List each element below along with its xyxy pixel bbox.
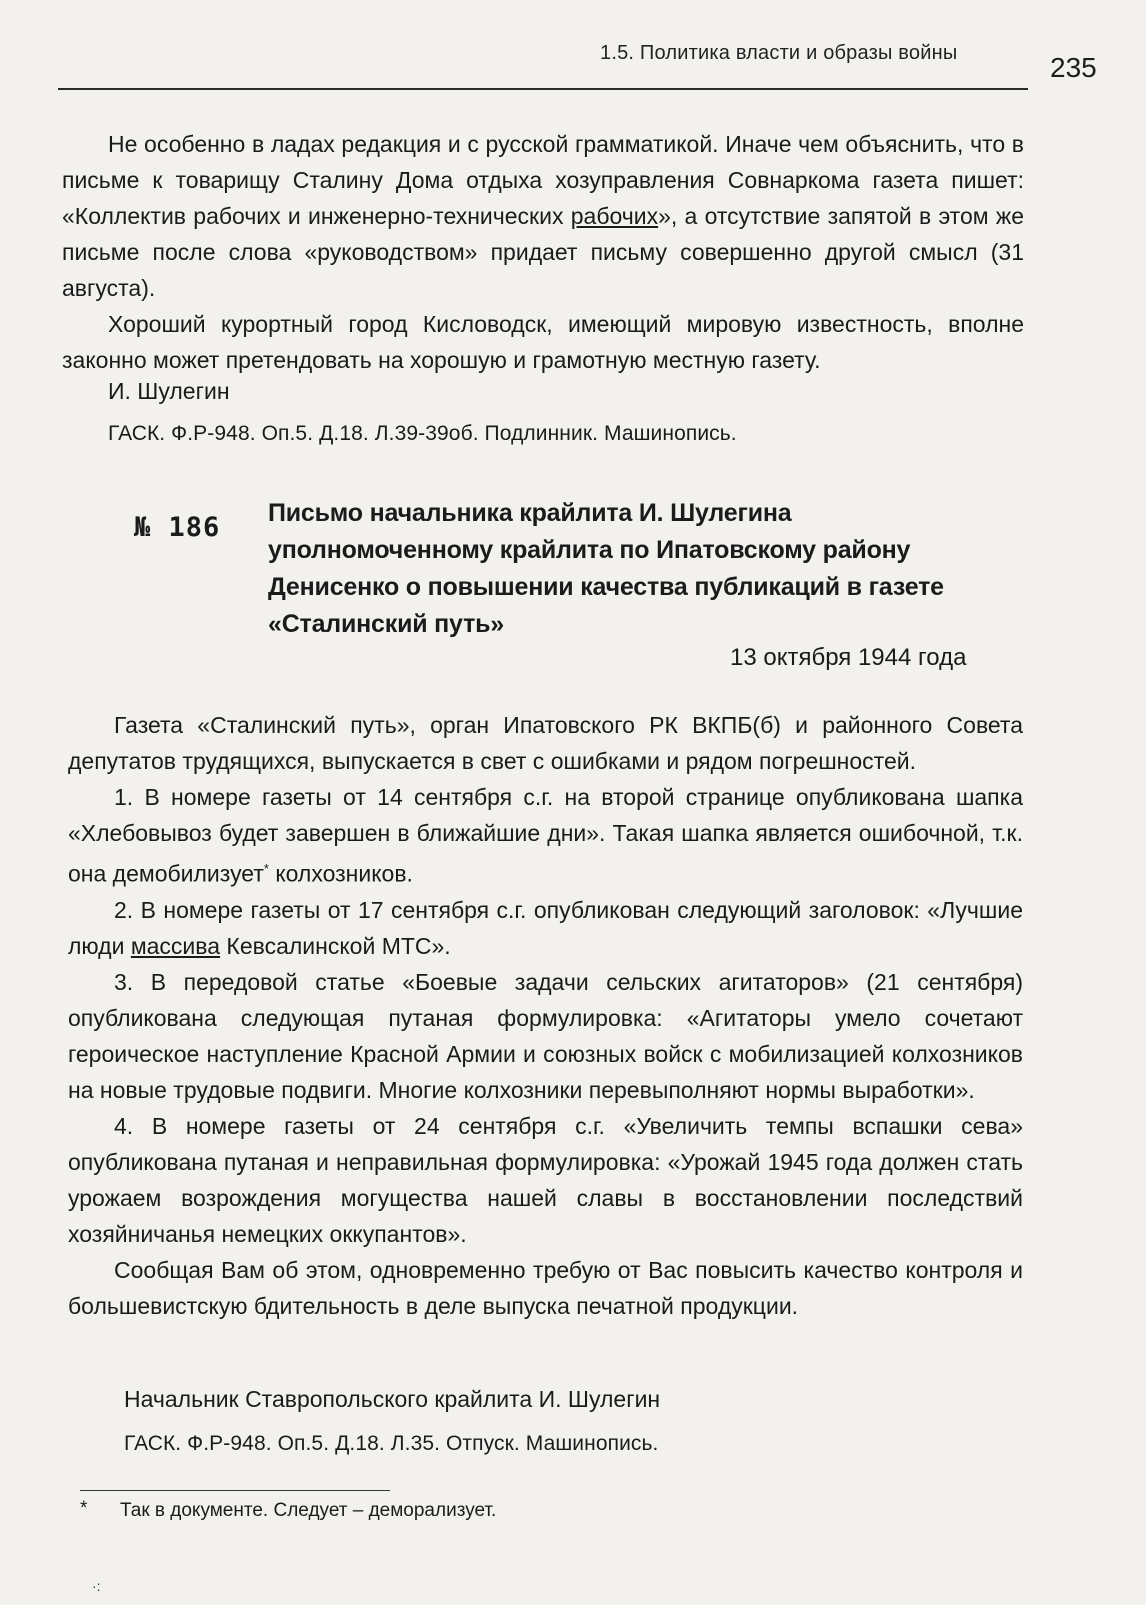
previous-archive-source: ГАСК. Ф.Р-948. Оп.5. Д.18. Л.39-39об. Подлинник. Машинопись.	[108, 422, 737, 445]
body-item-1	[68, 779, 1023, 892]
document-body	[68, 707, 1023, 1324]
document-archive-source: ГАСК. Ф.Р-948. Оп.5. Д.18. Л.35. Отпуск. Машинопись.	[124, 1432, 659, 1455]
footnote-text: Так в документе. Следует – деморализует.	[120, 1500, 497, 1521]
corner-mark: ·:	[92, 1578, 101, 1594]
previous-document-text	[62, 126, 1024, 378]
paragraph-kislovodsk: Хороший курортный город Кисловодск, имеющий мировую известность, вполне законно может претендовать на хорошую и грамотную местную газету.	[62, 311, 1024, 373]
body-item-3: 3. В передовой статье «Боевые задачи сельских агитаторов» (21 сентября) опубликована следующая путаная формулировка: «Агитаторы умело сочетают героическое наступление Красной Армии и союзных войск с мобилизацией колхозников на новые трудовые подвиги. Многие колхозники перевыполняют нормы выработки».	[68, 968, 1023, 1103]
previous-signature: И. Шулегин	[108, 378, 230, 404]
footnote-rule	[80, 1490, 390, 1491]
underlined-word-massiva: массива	[130, 932, 221, 959]
body-item-4: 4. В номере газеты от 24 сентября с.г. «Увеличить темпы вспашки сева» опубликована путаная и неправильная формулировка: «Урожай 1945 года должен стать урожаем возрождения могущества нашей славы в восстановлении последствий хозяйничанья немецких оккупантов».	[68, 1112, 1023, 1247]
body-closing: Сообщая Вам об этом, одновременно требую от Вас повысить качество контроля и большевистскую бдительность в деле выпуска печатной продукции.	[68, 1256, 1023, 1319]
body-item-2-text: 2. В номере газеты от 17 сентября с.г. опубликован следующий заголовок: «Лучшие люди	[68, 896, 1023, 959]
paragraph-grammar-part1: Не особенно в ладах редакция и с русской грамматикой. Иначе чем объяснить, что в письме к товарищу Сталину Дома отдыха хозуправления Совнаркома газета пишет: «Коллектив рабочих и инженерно-технических	[62, 131, 1024, 229]
body-item-1-text: 1. В номере газеты от 14 сентября с.г. на второй странице опубликована шапка «Хлебовывоз будет завершен в ближайшие дни». Такая шапка является ошибочной, т.к. она демобилизует	[68, 784, 1023, 887]
footnote-reference: *	[263, 861, 269, 876]
page-number: 235	[1050, 52, 1097, 83]
body-item-2-end: Кевсалинской МТС».	[220, 932, 451, 959]
header-rule	[58, 88, 1028, 90]
body-item-2	[68, 892, 1023, 964]
document-number: № 186	[134, 512, 221, 543]
document-date: 13 октября 1944 года	[730, 644, 967, 671]
body-item-1-end: колхозников.	[268, 860, 413, 887]
document-title: Письмо начальника крайлита И. Шулегина уполномоченному крайлита по Ипатовскому району Денисенко о повышении качества публикаций в газете «Сталинский путь»	[268, 499, 944, 638]
underlined-word-workers: рабочих	[570, 203, 659, 229]
paragraph-grammar	[62, 126, 1024, 306]
document-signature: Начальник Ставропольского крайлита И. Шулегин	[124, 1386, 661, 1412]
running-head: 1.5. Политика власти и образы войны	[600, 42, 958, 64]
paragraph-grammar-part2: », а отсутствие запятой в этом же письме после слова «руководством» придает письму совершенно другой смысл (31 августа).	[62, 203, 1024, 301]
footnote-mark: *	[80, 1498, 88, 1519]
body-intro: Газета «Сталинский путь», орган Ипатовского РК ВКПБ(б) и районного Совета депутатов трудящихся, выпускается в свет с ошибками и рядом погрешностей.	[68, 712, 1023, 774]
